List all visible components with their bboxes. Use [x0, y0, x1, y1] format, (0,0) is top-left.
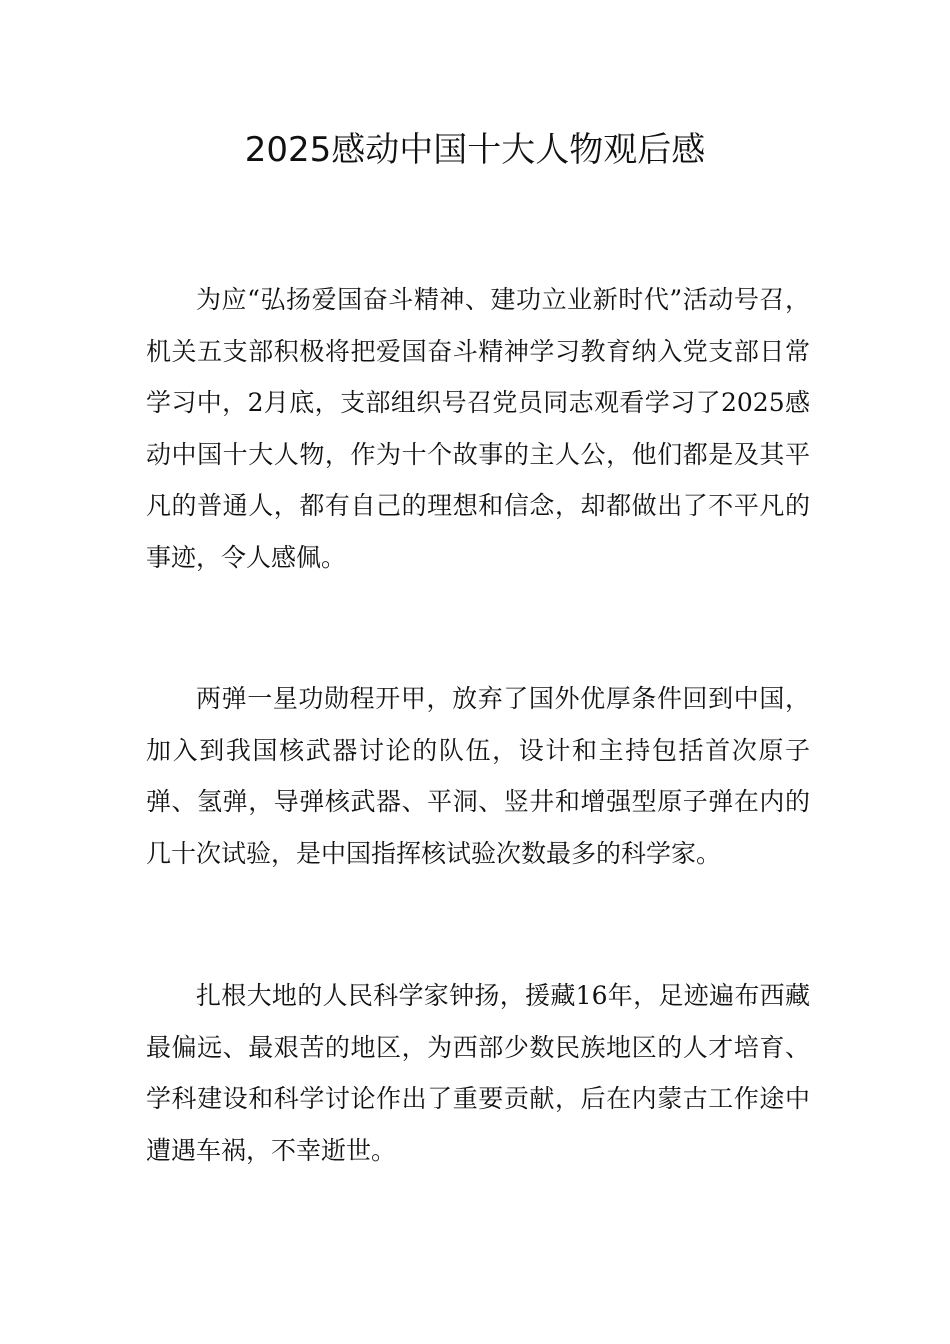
paragraph-zhong-yang: 扎根大地的人民科学家钟扬，援藏16年，足迹遍布西藏最偏远、最艰苦的地区，为西部少数民族地区的人才培育、学科建设和科学讨论作出了重要贡献，后在内蒙古工作途中遭遇车祸，不幸逝世。	[146, 981, 810, 1165]
paragraph-intro: 为应“弘扬爱国奋斗精神、建功立业新时代”活动号召，机关五支部积极将把爱国奋斗精神学习教育纳入党支部日常学习中，2月底，支部组织号召党员同志观看学习了2025感动中国十大人物，作为十个故事的主人公，他们都是及其平凡的普通人，都有自己的理想和信念，却都做出了不平凡的事迹，令人感佩。	[146, 285, 810, 572]
document-title: 2025感动中国十大人物观后感	[244, 130, 706, 170]
paragraph-cheng-kaijia: 两弹一星功勋程开甲，放弃了国外优厚条件回到中国，加入到我国核武器讨论的队伍，设计和主持包括首次原子弹、氢弹，导弹核武器、平洞、竖井和增强型原子弹在内的几十次试验，是中国指挥核试验次数最多的科学家。	[146, 684, 810, 868]
